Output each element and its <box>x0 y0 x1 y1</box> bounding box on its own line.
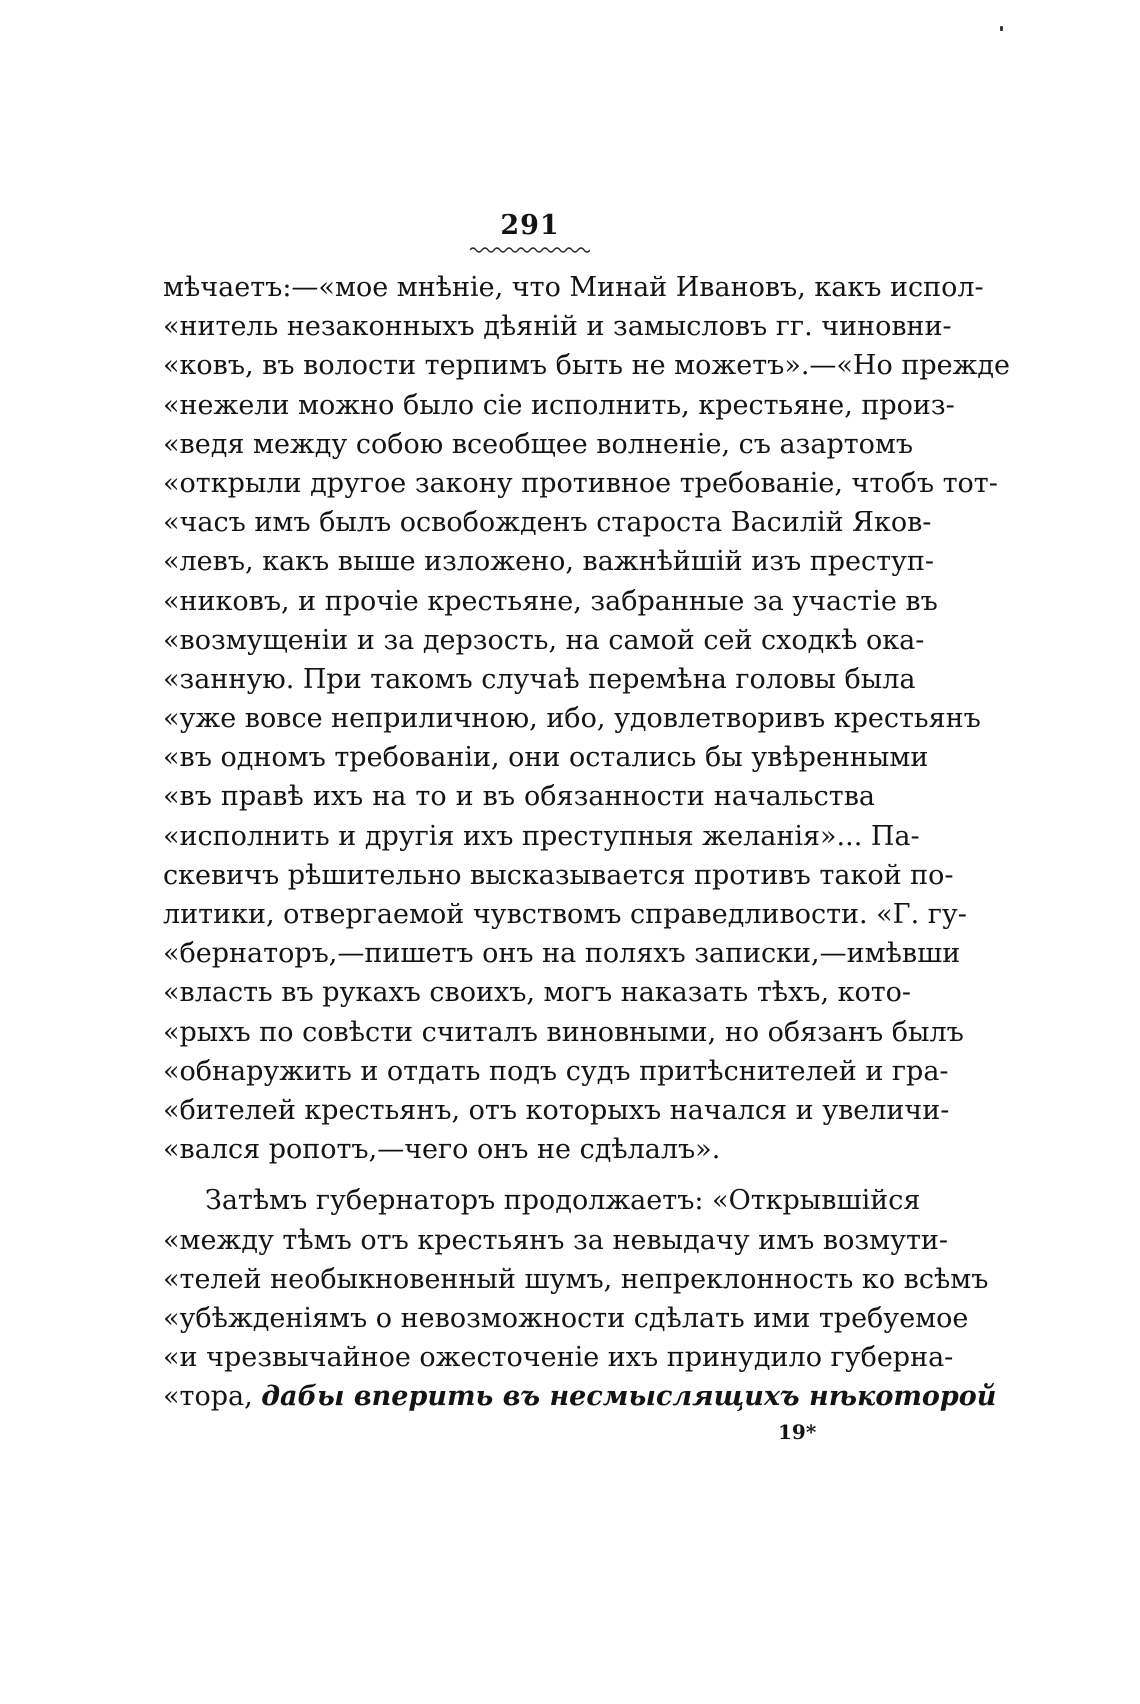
text-line: «въ правѣ ихъ на то и въ обязанности начальства <box>163 781 875 813</box>
text-line-final <box>163 1377 997 1416</box>
paper-speck <box>1000 26 1003 31</box>
text-line: «вался ропотъ,—чего онъ не сдѣлалъ». <box>163 1134 721 1166</box>
text-emphasis: дабы вперить въ несмыслящихъ нѣкоторой <box>261 1381 997 1413</box>
text-line: «власть въ рукахъ своихъ, могъ наказать тѣхъ, кото- <box>163 977 912 1009</box>
text-line: «открыли другое закону противное требованіе, чтобъ тот- <box>163 467 998 499</box>
text-line: «никовъ, и прочіе крестьяне, забранные за участіе въ <box>163 585 938 617</box>
text-line: «уже вовсе неприличною, ибо, удовлетворивъ крестьянъ <box>163 703 981 735</box>
text-line: «телей необыкновенный шумъ, непреклонность ко всѣмъ <box>163 1263 989 1295</box>
text-line: «возмущеніи и за дерзость, на самой сей сходкѣ ока- <box>163 624 925 656</box>
text-line: «и чрезвычайное ожесточеніе ихъ принудило губерна- <box>163 1342 954 1374</box>
text-line: «нежели можно было сіе исполнить, крестьяне, произ- <box>163 389 955 421</box>
page-number-ornament-rule <box>470 245 590 255</box>
text-line: «бителей крестьянъ, отъ которыхъ начался и увеличи- <box>163 1094 950 1126</box>
body-text <box>163 268 1011 1416</box>
text-line: «въ одномъ требованіи, они остались бы увѣренными <box>163 742 929 774</box>
text-line: «левъ, какъ выше изложено, важнѣйшій изъ преступ- <box>163 546 935 578</box>
text-line: Затѣмъ губернаторъ продолжаетъ: «Открывшійся <box>205 1185 921 1217</box>
text-line: скевичъ рѣшительно высказывается противъ такой по- <box>163 859 954 891</box>
printer-signature-mark: 19* <box>778 1420 817 1444</box>
text-line: литики, отвергаемой чувствомъ справедливости. «Г. гу- <box>163 899 967 930</box>
text-line: «нитель незаконныхъ дѣяній и замысловъ гг. чиновни- <box>163 311 952 343</box>
text-line: «исполнить и другія ихъ преступныя желанія»... Па- <box>163 820 920 852</box>
text-line: «ведя между собою всеобщее волненіе, съ азартомъ <box>163 428 914 460</box>
text-plain: «тора, <box>163 1381 262 1413</box>
text-line: «ковъ, въ волости терпимъ быть не можетъ».—«Но прежде <box>163 350 1011 382</box>
text-line: «убѣжденіямъ о невозможности сдѣлать ими требуемое <box>163 1302 969 1334</box>
page-number: 291 <box>500 210 560 241</box>
text-line: «бернаторъ,—пишетъ онъ на поляхъ записки,—имѣвши <box>163 938 961 970</box>
text-line: «занную. При такомъ случаѣ перемѣна головы была <box>163 663 916 695</box>
text-line: «часъ имъ былъ освобожденъ староста Василій Яков- <box>163 507 932 539</box>
text-line: «рыхъ по совѣсти считалъ виновными, но обязанъ былъ <box>163 1016 964 1048</box>
text-line: «между тѣмъ отъ крестьянъ за невыдачу имъ возмути- <box>163 1224 949 1256</box>
text-line: мѣчаетъ:—«мое мнѣніе, что Минай Ивановъ, какъ испол- <box>163 272 984 303</box>
text-line: «обнаружить и отдать подъ судъ притѣснителей и гра- <box>163 1055 949 1087</box>
